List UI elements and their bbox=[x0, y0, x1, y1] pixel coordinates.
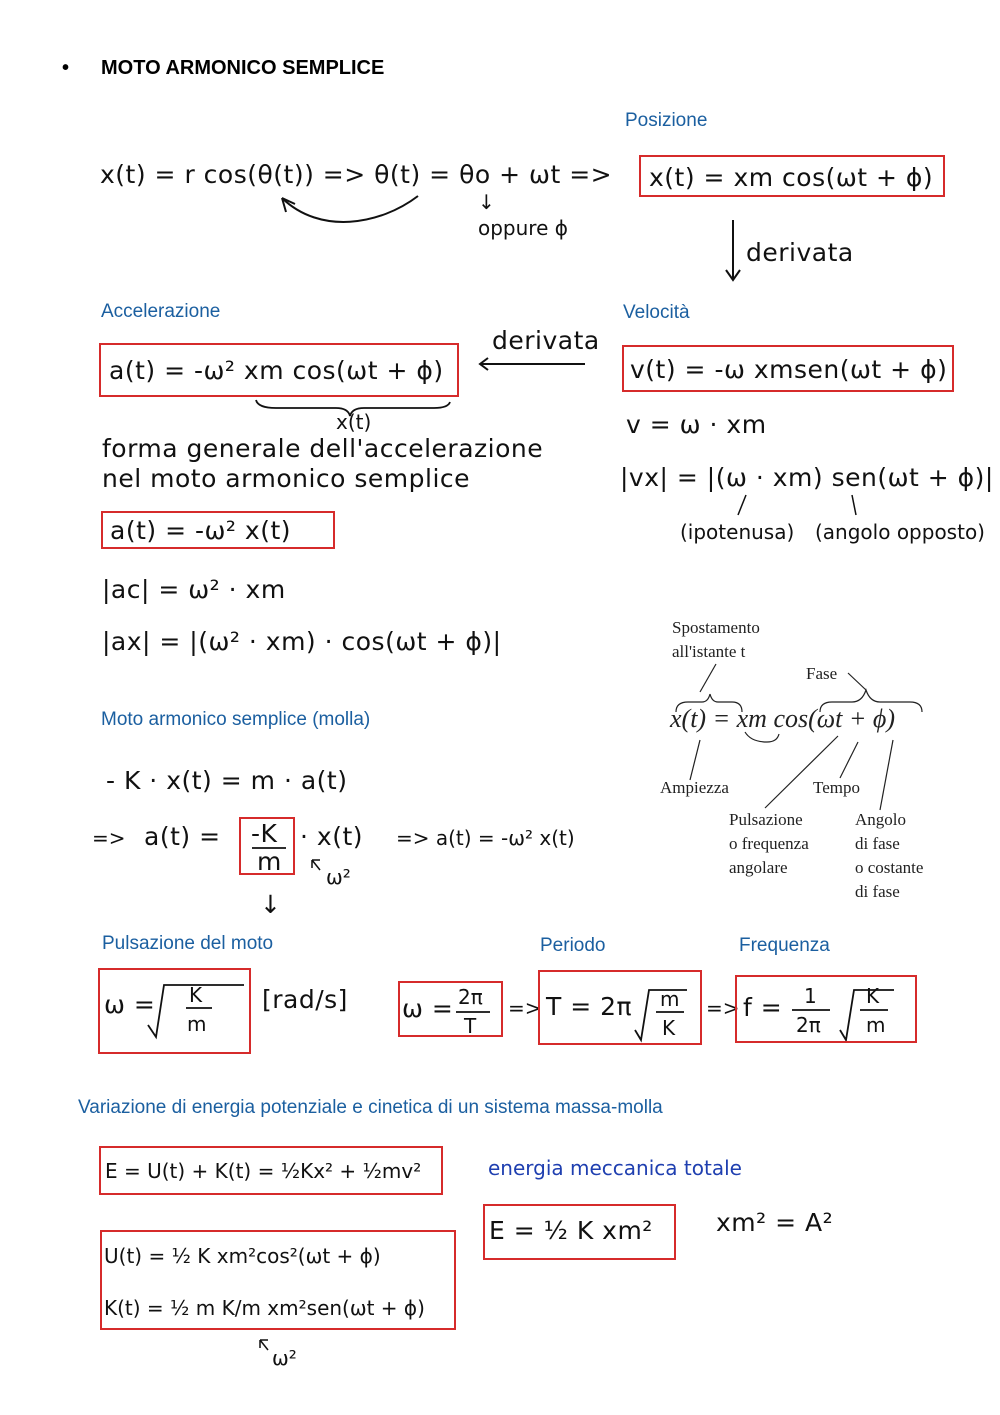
diagram-fase: Fase bbox=[806, 664, 838, 683]
heading-frequenza: Frequenza bbox=[739, 935, 830, 956]
molla-arrow: => bbox=[92, 826, 126, 850]
energia-k: K(t) = ½ m K/m xm²sen(ωt + ϕ) bbox=[104, 1296, 425, 1320]
period-arrow-2: => bbox=[706, 996, 740, 1020]
oppure-note: oppure ϕ bbox=[478, 216, 568, 240]
molla-result: => a(t) = -ω² x(t) bbox=[396, 826, 575, 850]
heading-accelerazione: Accelerazione bbox=[101, 301, 221, 322]
diagram-pulsazione-line1: Pulsazione bbox=[729, 810, 803, 829]
molla-frac-den: m bbox=[257, 847, 282, 876]
pulsazione-omega: ω = bbox=[104, 990, 156, 1019]
pulsazione-num: K bbox=[189, 983, 203, 1007]
diagram-pulsazione-line3: angolare bbox=[729, 858, 788, 877]
energia-total-box bbox=[99, 1146, 443, 1195]
diagram-angolo bbox=[855, 808, 923, 904]
acceleration-general-box bbox=[101, 511, 335, 549]
diagram-angolo-line1: Angolo bbox=[855, 810, 906, 829]
heading-energia: Variazione di energia potenziale e cinetica di un sistema massa-molla bbox=[78, 1097, 663, 1118]
energia-omega-sq: ω² bbox=[272, 1346, 297, 1370]
molla-down-arrow: ↓ bbox=[260, 890, 282, 919]
forma-line2: nel moto armonico semplice bbox=[102, 464, 471, 493]
bullet: • bbox=[62, 57, 70, 79]
periodo-num: m bbox=[660, 987, 680, 1011]
molla-fraction-box bbox=[239, 817, 295, 875]
position-formula: x(t) = xm cos(ωt + ϕ) bbox=[649, 163, 934, 192]
velocity-component: |vx| = |(ω · xm) sen(ωt + ϕ)| bbox=[620, 463, 994, 492]
periodo-T: T = 2π bbox=[546, 992, 633, 1021]
molla-frac-num: -K bbox=[251, 819, 278, 848]
position-box bbox=[639, 155, 945, 197]
diagram-spostamento bbox=[672, 616, 760, 664]
energia-total-formula: E = U(t) + K(t) = ½Kx² + ½mv² bbox=[105, 1159, 422, 1183]
energia-xm-box bbox=[483, 1204, 676, 1260]
period-omega: ω = bbox=[402, 994, 454, 1023]
acceleration-general-formula: a(t) = -ω² x(t) bbox=[110, 516, 291, 545]
diagram-pulsazione bbox=[729, 808, 809, 880]
molla-omega-sq: ω² bbox=[326, 865, 351, 889]
diagram-angolo-line2: di fase bbox=[855, 834, 900, 853]
periodo-den: K bbox=[662, 1016, 676, 1040]
diagram-tempo: Tempo bbox=[813, 778, 860, 797]
frequenza-den2: m bbox=[866, 1013, 886, 1037]
diagram-angolo-line4: di fase bbox=[855, 882, 900, 901]
period-omega-num: 2π bbox=[458, 985, 483, 1009]
brace-label: x(t) bbox=[336, 410, 372, 434]
velocity-box bbox=[622, 345, 954, 392]
heading-posizione: Posizione bbox=[625, 110, 708, 131]
energia-uk-box bbox=[100, 1230, 456, 1330]
diagram-spostamento-line2: all'istante t bbox=[672, 642, 746, 661]
period-arrow-1: => bbox=[508, 996, 542, 1020]
pulsazione-den: m bbox=[187, 1012, 207, 1036]
frequenza-num: 1 bbox=[804, 984, 817, 1008]
diagram-ampiezza: Ampiezza bbox=[660, 778, 729, 797]
energia-label: energia meccanica totale bbox=[488, 1156, 742, 1180]
down-arrow: ↓ bbox=[478, 190, 495, 214]
heading-molla: Moto armonico semplice (molla) bbox=[101, 709, 371, 730]
frequenza-den: 2π bbox=[796, 1013, 821, 1037]
frequenza-num2: K bbox=[866, 984, 880, 1008]
energia-xm-formula: E = ½ K xm² bbox=[489, 1216, 653, 1245]
angolo-opposto-label: (angolo opposto) bbox=[815, 520, 985, 544]
acceleration-formula: a(t) = -ω² xm cos(ωt + ϕ) bbox=[109, 356, 444, 385]
acceleration-box bbox=[99, 343, 459, 397]
heading-velocita: Velocità bbox=[623, 302, 690, 323]
molla-xt: · x(t) bbox=[300, 822, 363, 851]
energia-amplitude: xm² = A² bbox=[716, 1208, 834, 1237]
derivata-left-label: derivata bbox=[492, 326, 600, 355]
molla-newton: - K · x(t) = m · a(t) bbox=[106, 766, 348, 795]
diagram-spostamento-line1: Spostamento bbox=[672, 618, 760, 637]
derivata-down-label: derivata bbox=[746, 238, 854, 267]
pulsazione-unit: [rad/s] bbox=[262, 985, 348, 1014]
velocity-formula: v(t) = -ω xmsen(ωt + ϕ) bbox=[630, 355, 948, 384]
diagram-formula: x(t) = xm cos(ωt + ϕ) bbox=[670, 704, 895, 733]
page-title: MOTO ARMONICO SEMPLICE bbox=[101, 57, 385, 79]
diagram-angolo-line3: o costante bbox=[855, 858, 924, 877]
ipotenusa-label: (ipotenusa) bbox=[680, 520, 795, 544]
heading-periodo: Periodo bbox=[540, 935, 606, 956]
heading-pulsazione: Pulsazione del moto bbox=[102, 933, 274, 954]
acceleration-component: |ax| = |(ω² · xm) · cos(ωt + ϕ)| bbox=[102, 627, 502, 656]
molla-at: a(t) = bbox=[144, 822, 221, 851]
velocity-magnitude: v = ω · xm bbox=[626, 410, 767, 439]
forma-line1: forma generale dell'accelerazione bbox=[102, 434, 544, 463]
diagram-pulsazione-line2: o frequenza bbox=[729, 834, 809, 853]
frequenza-f: f = bbox=[743, 993, 783, 1022]
period-omega-den: T bbox=[464, 1014, 477, 1038]
position-equation: x(t) = r cos(θ(t)) => θ(t) = θo + ωt => bbox=[100, 160, 613, 189]
energia-u: U(t) = ½ K xm²cos²(ωt + ϕ) bbox=[104, 1244, 381, 1268]
acceleration-magnitude: |ac| = ω² · xm bbox=[102, 575, 286, 604]
